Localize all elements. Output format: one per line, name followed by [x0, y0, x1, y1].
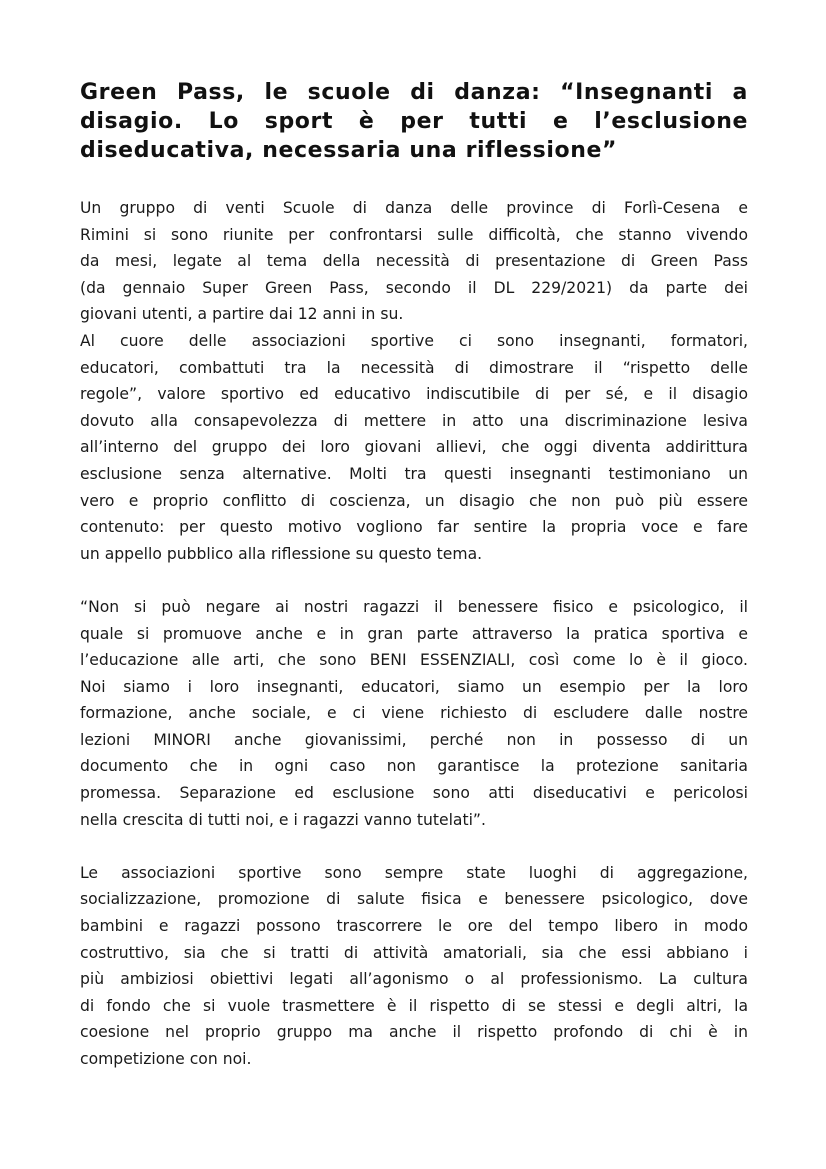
paragraph-line: (da gennaio Super Green Pass, secondo il DL 229/2021) da parte dei	[80, 278, 748, 297]
paragraph-line: formazione, anche sociale, e ci viene richiesto di escludere dalle nostre	[80, 704, 748, 723]
paragraph-line: socializzazione, promozione di salute fisica e benessere psicologico, dove	[80, 890, 748, 909]
paragraph-gap	[80, 567, 748, 594]
paragraph-line: Rimini si sono riunite per confrontarsi sulle difficoltà, che stanno vivendo	[80, 225, 748, 244]
paragraph-line: documento che in ogni caso non garantisce la protezione sanitaria	[80, 757, 748, 776]
paragraph-line: competizione con noi.	[80, 1050, 252, 1068]
paragraph-line: nella crescita di tutti noi, e i ragazzi vanno tutelati”.	[80, 810, 486, 829]
document-body	[80, 195, 748, 1073]
paragraph-line: l’educazione alle arti, che sono BENI ESSENZIALI, così come lo è il gioco.	[80, 651, 748, 670]
paragraph-line: Le associazioni sportive sono sempre state luoghi di aggregazione,	[80, 863, 748, 882]
paragraph-line: contenuto: per questo motivo vogliono far sentire la propria voce e fare	[80, 518, 748, 537]
paragraph-line: “Non si può negare ai nostri ragazzi il benessere fisico e psicologico, il	[80, 597, 748, 616]
paragraph-line: coesione nel proprio gruppo ma anche il rispetto profondo di chi è in	[80, 1023, 748, 1042]
paragraph-line: Un gruppo di venti Scuole di danza delle province di Forlì-Cesena e	[80, 199, 748, 217]
title-line: diseducativa, necessaria una riflessione”	[80, 138, 618, 163]
paragraph-line: dovuto alla consapevolezza di mettere in atto una discriminazione lesiva	[80, 411, 748, 430]
paragraph-line: un appello pubblico alla riflessione su questo tema.	[80, 544, 483, 563]
paragraph-line: all’interno del gruppo dei loro giovani allievi, che oggi diventa addirittura	[80, 438, 748, 457]
paragraph-line: giovani utenti, a partire dai 12 anni in su.	[80, 305, 404, 324]
paragraph-line: regole”, valore sportivo ed educativo indiscutibile di per sé, e il disagio	[80, 385, 748, 404]
document-page	[80, 78, 748, 1073]
paragraph-line: di fondo che si vuole trasmettere è il rispetto di se stessi e degli altri, la	[80, 996, 748, 1015]
paragraph-line: educatori, combattuti tra la necessità di dimostrare il “rispetto delle	[80, 358, 748, 377]
paragraph-line: quale si promuove anche e in gran parte attraverso la pratica sportiva e	[80, 624, 748, 643]
paragraph-line: promessa. Separazione ed esclusione sono atti diseducativi e pericolosi	[80, 784, 748, 803]
paragraph-line: Noi siamo i loro insegnanti, educatori, siamo un esempio per la loro	[80, 677, 748, 696]
paragraph-line: più ambiziosi obiettivi legati all’agonismo o al professionismo. La cultura	[80, 970, 748, 989]
paragraph	[80, 594, 748, 833]
paragraph-line: da mesi, legate al tema della necessità di presentazione di Green Pass	[80, 252, 748, 271]
document-title	[80, 78, 748, 165]
paragraph	[80, 860, 748, 1073]
paragraph	[80, 195, 748, 328]
title-line: disagio. Lo sport è per tutti e l’esclusione	[80, 109, 748, 134]
paragraph-line: costruttivo, sia che si tratti di attività amatoriali, sia che essi abbiano i	[80, 943, 748, 962]
paragraph-line: lezioni MINORI anche giovanissimi, perché non in possesso di un	[80, 730, 748, 749]
paragraph-line: esclusione senza alternative. Molti tra questi insegnanti testimoniano un	[80, 464, 748, 483]
paragraph-line: Al cuore delle associazioni sportive ci sono insegnanti, formatori,	[80, 331, 748, 350]
paragraph	[80, 328, 748, 567]
title-line: Green Pass, le scuole di danza: “Insegnanti a	[80, 80, 748, 105]
paragraph-line: bambini e ragazzi possono trascorrere le ore del tempo libero in modo	[80, 917, 748, 936]
paragraph-line: vero e proprio conflitto di coscienza, un disagio che non può più essere	[80, 491, 748, 510]
paragraph-gap	[80, 833, 748, 860]
